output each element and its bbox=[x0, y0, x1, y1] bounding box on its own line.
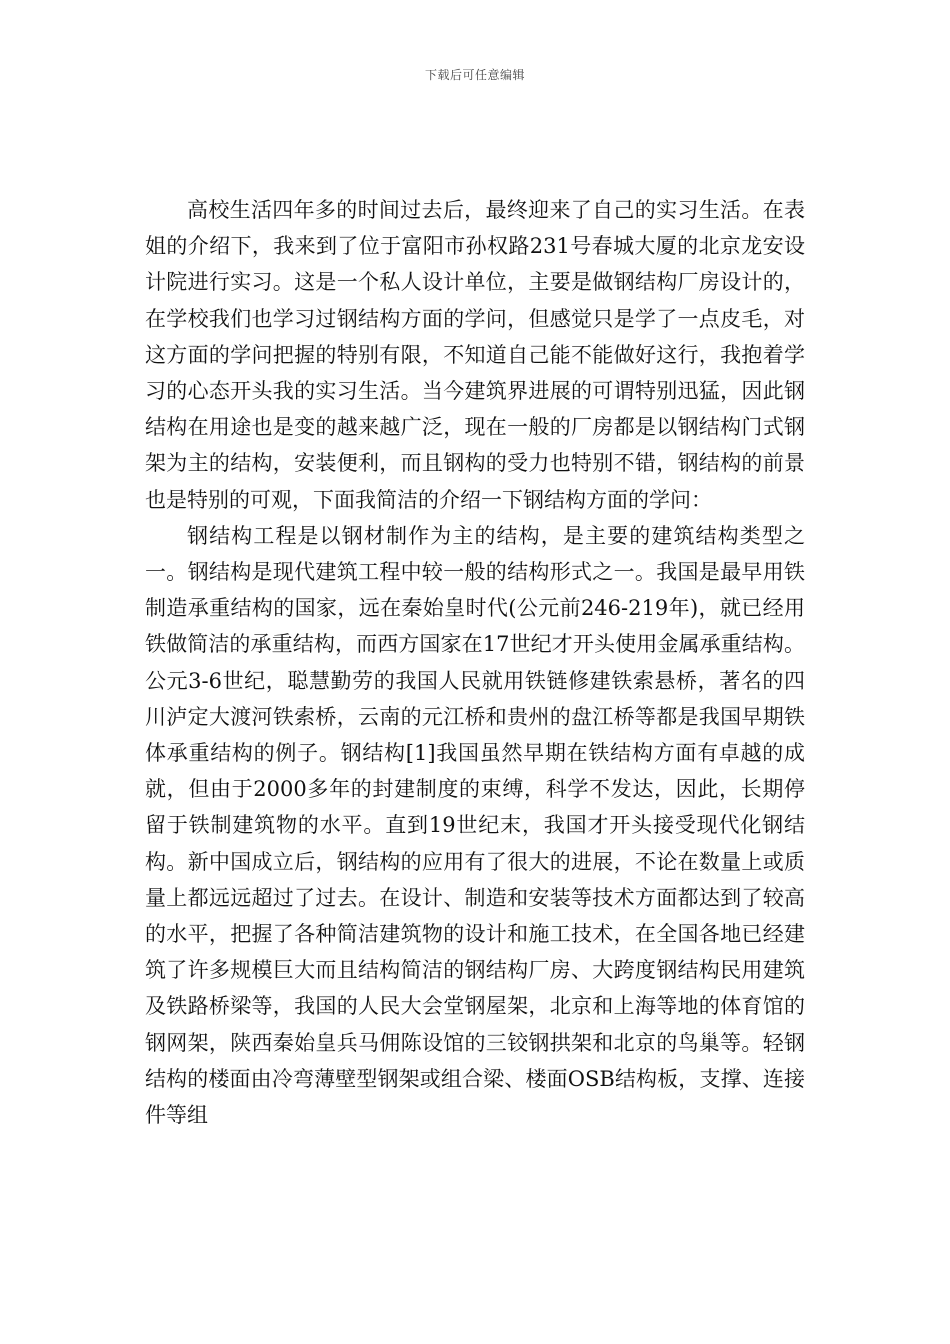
paragraph-steel-structure-history: 钢结构工程是以钢材制作为主的结构，是主要的建筑结构类型之一。钢结构是现代建筑工程中较一般的结构形式之一。我国是最早用铁制造承重结构的国家，远在秦始皇时代(公元前246-219年)，就已经用铁做简洁的承重结构，而西方国家在17世纪才开头使用金属承重结构。公元3-6世纪，聪慧勤劳的我国人民就用铁链修建铁索悬桥，著名的四川泸定大渡河铁索桥，云南的元江桥和贵州的盘江桥等都是我国早期铁体承重结构的例子。钢结构[1]我国虽然早期在铁结构方面有卓越的成就，但由于2000多年的封建制度的束缚，科学不发达，因此，长期停留于铁制建筑物的水平。直到19世纪末，我国才开头接受现代化钢结构。新中国成立后，钢结构的应用有了很大的进展，不论在数量上或质量上都远远超过了过去。在设计、制造和安装等技术方面都达到了较高的水平，把握了各种简洁建筑物的设计和施工技术，在全国各地已经建筑了许多规模巨大而且结构简洁的钢结构厂房、大跨度钢结构民用建筑及铁路桥梁等，我国的人民大会堂钢屋架，北京和上海等地的体育馆的钢网架，陕西秦始皇兵马佣陈设馆的三铰钢拱架和北京的鸟巢等。轻钢结构的楼面由冷弯薄壁型钢架或组合梁、楼面OSB结构板，支撑、连接件等组 bbox=[145, 523, 805, 1128]
header-note: 下载后可任意编辑 bbox=[424, 68, 525, 82]
document-body bbox=[145, 192, 805, 1133]
paragraph-internship-intro: 高校生活四年多的时间过去后，最终迎来了自己的实习生活。在表姐的介绍下，我来到了位于富阳市孙权路231号春城大厦的北京龙安设计院进行实习。这是一个私人设计单位，主要是做钢结构厂房设计的，在学校我们也学习过钢结构方面的学问，但感觉只是学了一点皮毛，对这方面的学问把握的特别有限，不知道自己能不能做好这行，我抱着学习的心态开头我的实习生活。当今建筑界进展的可谓特别迅猛，因此钢结构在用途也是变的越来越广泛，现在一般的厂房都是以钢结构门式钢架为主的结构，安装便利，而且钢构的受力也特别不错，钢结构的前景也是特别的可观，下面我简洁的介绍一下钢结构方面的学问： bbox=[145, 198, 805, 512]
